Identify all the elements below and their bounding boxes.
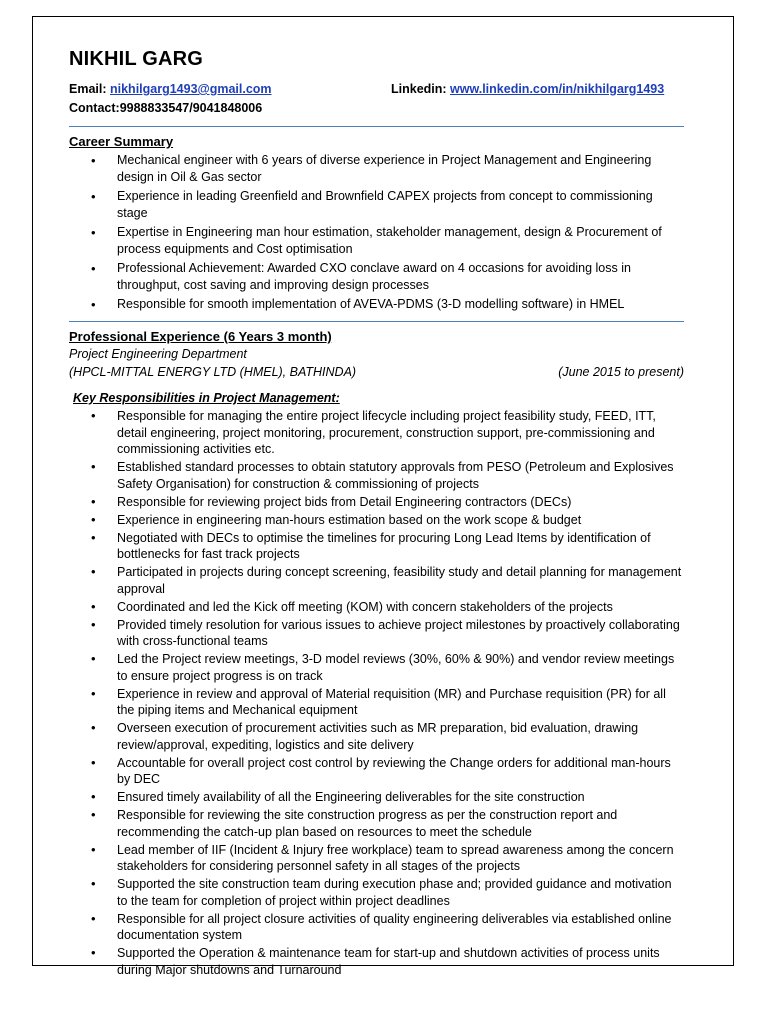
contact-label: Contact: <box>69 101 120 115</box>
linkedin-label: Linkedin: <box>391 82 451 96</box>
list-item: • Provided timely resolution for various issues to achieve project milestones by proactively collaborating with cross-functional teams <box>69 617 684 650</box>
list-item: • Responsible for reviewing project bids from Detail Engineering contractors (DECs) <box>69 494 684 511</box>
list-item: • Negotiated with DECs to optimise the timelines for procuring Long Lead Items by identification of bottlenecks for fast track projects <box>69 530 684 563</box>
responsibilities-list <box>69 408 684 978</box>
list-item: • Supported the site construction team during execution phase and; provided guidance and motivation to the team for completion of project within project deadlines <box>69 876 684 909</box>
list-item: • Ensured timely availability of all the Engineering deliverables for the site construction <box>69 789 684 806</box>
department: Project Engineering Department <box>69 347 247 361</box>
list-item: • Responsible for all project closure activities of quality engineering deliverables via established online documentation system <box>69 911 684 944</box>
list-item: • Experience in review and approval of Material requisition (MR) and Purchase requisition (PR) for all the piping items and Mechanical equipment <box>69 686 684 719</box>
section-divider <box>69 321 684 322</box>
list-item: • Participated in projects during concept screening, feasibility study and detail planning for management approval <box>69 564 684 597</box>
list-item: • Supported the Operation & maintenance team for start-up and shutdown activities of process units during Major shutdowns and Turnaround <box>69 945 684 978</box>
list-item: • Experience in engineering man-hours estimation based on the work scope & budget <box>69 512 684 529</box>
resume-document <box>69 48 684 980</box>
list-item: • Responsible for smooth implementation of AVEVA-PDMS (3-D modelling software) in HMEL <box>69 296 684 313</box>
list-item: • Accountable for overall project cost control by reviewing the Change orders for additional man-hours by DEC <box>69 755 684 788</box>
list-item: • Established standard processes to obtain statutory approvals from PESO (Petroleum and Explosives Safety Organisation) for construction & commissioning of projects <box>69 459 684 492</box>
career-summary-list <box>69 152 684 313</box>
company-row <box>69 363 684 381</box>
email-linkedin-row <box>69 80 684 99</box>
career-summary-heading: Career Summary <box>69 134 174 149</box>
experience-heading: Professional Experience (6 Years 3 month) <box>69 329 332 344</box>
list-item: • Professional Achievement: Awarded CXO conclave award on 4 occasions for avoiding loss in throughput, cost saving and improving design processes <box>69 260 684 294</box>
email-label: Email: <box>69 82 110 96</box>
list-item: • Mechanical engineer with 6 years of diverse experience in Project Management and Engineering design in Oil & Gas sector <box>69 152 684 186</box>
list-item: • Experience in leading Greenfield and Brownfield CAPEX projects from concept to commissioning stage <box>69 188 684 222</box>
list-item: • Coordinated and led the Kick off meeting (KOM) with concern stakeholders of the projects <box>69 599 684 616</box>
employment-period: (June 2015 to present) <box>558 365 684 379</box>
responsibilities-heading: Key Responsibilities in Project Management: <box>73 391 340 405</box>
email-link[interactable]: nikhilgarg1493@gmail.com <box>110 82 272 96</box>
company-name: (HPCL-MITTAL ENERGY LTD (HMEL), BATHINDA) <box>69 365 357 379</box>
contact-number: 9988833547/9041848006 <box>119 101 263 115</box>
list-item: • Led the Project review meetings, 3-D model reviews (30%, 60% & 90%) and vendor review meetings to ensure project progress is on track <box>69 651 684 684</box>
list-item: • Expertise in Engineering man hour estimation, stakeholder management, design & Procurement of process equipments and Cost optimisation <box>69 224 684 258</box>
list-item: • Overseen execution of procurement activities such as MR preparation, bid evaluation, drawing review/approval, expediting, logistics and site delivery <box>69 720 684 753</box>
list-item: • Responsible for managing the entire project lifecycle including project feasibility study, FEED, ITT, detail engineering, project monitoring, procurement, construction support, pre-commissioning and commissioning activities etc. <box>69 408 684 458</box>
candidate-name: NIKHIL GARG <box>69 48 204 70</box>
list-item: • Responsible for reviewing the site construction progress as per the construction report and recommending the catch-up plan based on resources to meet the schedule <box>69 807 684 840</box>
linkedin-link[interactable]: www.linkedin.com/in/nikhilgarg1493 <box>450 82 665 96</box>
contact-row <box>69 99 684 118</box>
email-block <box>69 80 391 99</box>
linkedin-block <box>391 80 664 99</box>
section-divider <box>69 126 684 127</box>
list-item: • Lead member of IIF (Incident & Injury free workplace) team to spread awareness among the concern stakeholders for considering personnel safety in all stages of the projects <box>69 842 684 875</box>
